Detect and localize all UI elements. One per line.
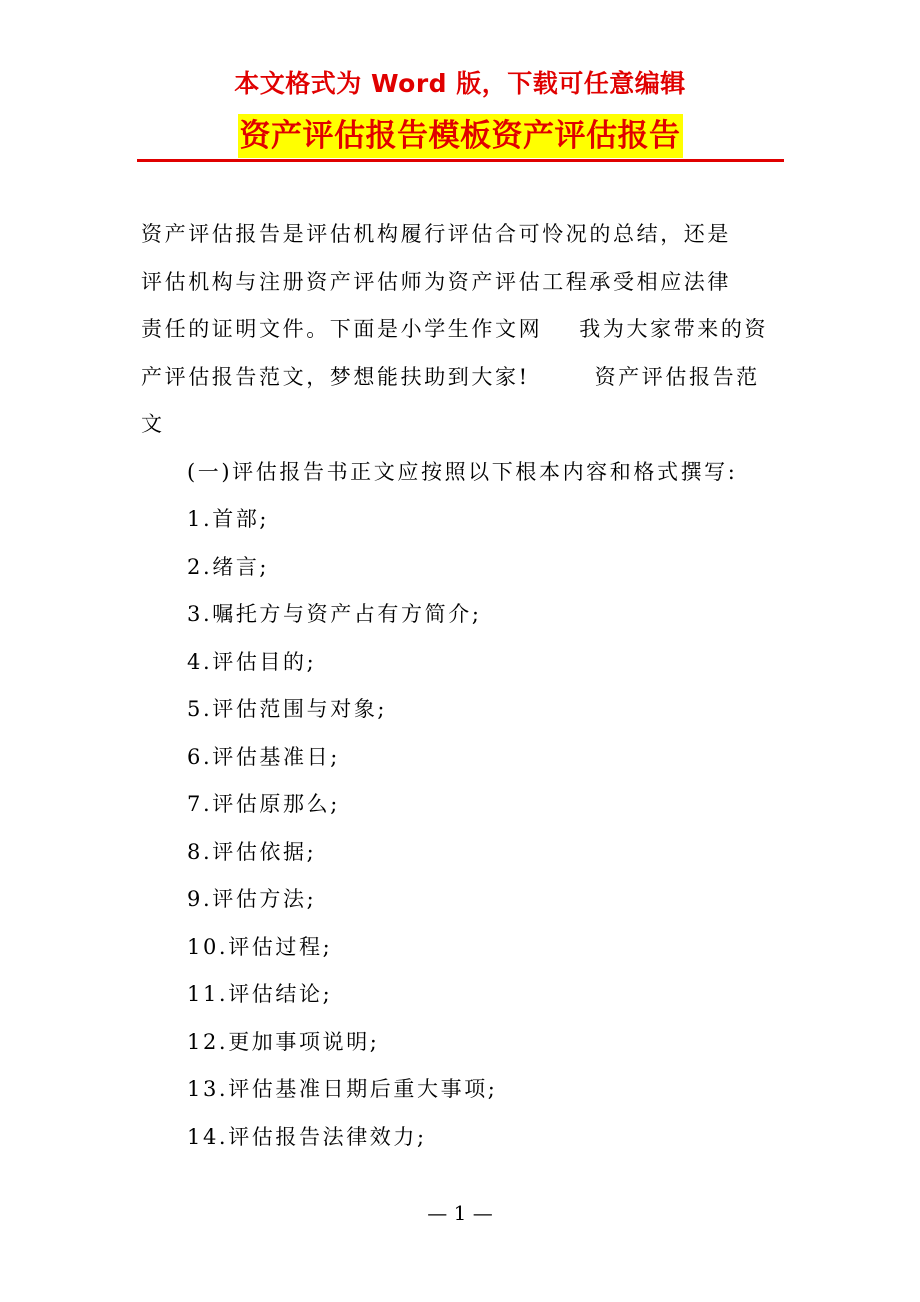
list-item: 10.评估过程;	[187, 934, 333, 959]
intro-line: 文	[141, 412, 165, 436]
document-body	[141, 211, 781, 1161]
list-item: 7.评估原那么;	[187, 792, 340, 816]
list-item: 3.嘱托方与资产占有方简介;	[187, 602, 482, 626]
intro-line: 产评估报告范文，梦想能扶助到大家! 资产评估报告范	[141, 364, 760, 389]
page-number: — 1 —	[427, 1201, 493, 1225]
list-item: 8.评估依据;	[187, 839, 317, 864]
list-item: 5.评估范围与对象;	[187, 697, 388, 721]
intro-line: 责任的证明文件。下面是小学生作文网 我为大家带来的资	[141, 317, 769, 341]
list-item: 12.更加事项说明;	[187, 1029, 380, 1054]
list-item: 6.评估基准日;	[187, 744, 340, 769]
list-item: 14.评估报告法律效力;	[187, 1124, 427, 1149]
intro-line: 评估机构与注册资产评估师为资产评估工程承受相应法律	[141, 269, 731, 294]
intro-line: 资产评估报告是评估机构履行评估合可怜况的总结，还是	[141, 222, 731, 246]
title-divider	[137, 159, 784, 162]
section-heading: (一)评估报告书正文应按照以下根本内容和格式撰写:	[187, 459, 738, 484]
list-item: 13.评估基准日期后重大事项;	[187, 1077, 498, 1101]
list-item: 1.首部;	[187, 507, 270, 531]
list-item: 2.绪言;	[187, 554, 270, 579]
document-title: 资产评估报告模板资产评估报告	[238, 114, 683, 158]
list-item: 11.评估结论;	[187, 982, 333, 1006]
list-item: 9.评估方法;	[187, 887, 317, 911]
title-container	[0, 114, 920, 158]
format-notice: 本文格式为 Word 版，下载可任意编辑	[234, 69, 686, 98]
list-item: 4.评估目的;	[187, 649, 317, 674]
